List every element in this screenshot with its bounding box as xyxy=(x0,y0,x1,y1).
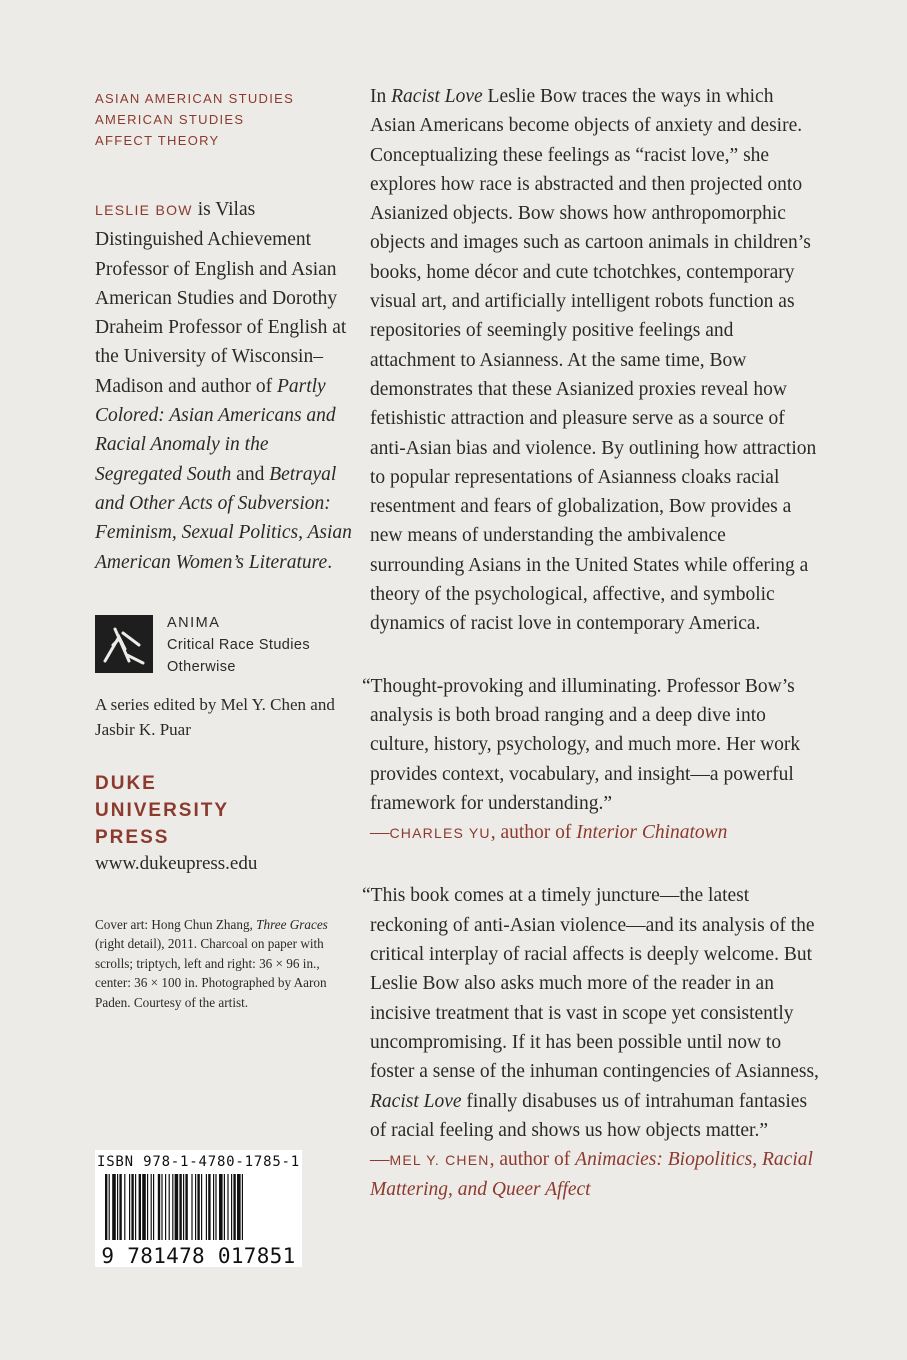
anima-logo-icon xyxy=(95,615,153,673)
book-description xyxy=(370,82,820,639)
blurb-1-name: CHARLES YU xyxy=(389,825,491,842)
blurb-2-book: Animacies: Biopolitics, Racial Mattering, and Queer Affect xyxy=(370,1149,813,1201)
author-bio xyxy=(95,195,357,577)
barcode-bars-icon xyxy=(105,1174,292,1246)
press-line-2: UNIVERSITY xyxy=(95,799,230,821)
desc-text: Leslie Bow traces the ways in which Asian Americans become objects of anxiety and desire. Conceptualizing these feelings as “racist love,” she explores how race is abstracted and then projected onto Asianized objects. Bow shows how anthropomorphic objects and images such as cartoon animals in children’s books, home décor and cute tchotchkes, contemporary visual art, and artificially intelligent robots function as repositories of seemingly positive feelings and attachment to Asianness. At the same time, Bow demonstrates that these Asianized proxies reveal how fetishistic attraction and pleasure serve as a source of anti-Asian bias and violence. By outlining how attraction to popular representations of Asianness cloaks racial resentment and fears of globalization, Bow provides a new means of understanding the ambivalence surrounding Asians in the United States while offering a theory of the psychological, affective, and symbolic dynamics of racist love in contemporary America. xyxy=(370,86,817,635)
blurb-1-text: “Thought-provoking and illuminating. Professor Bow’s analysis is both broad ranging and a deep dive into culture, history, psychology, and much more. Her work provides context, vocabulary, and insight—a powerful framework for understanding.” xyxy=(362,675,801,814)
credits-prefix: Cover art: Hong Chun Zhang, xyxy=(95,916,257,932)
publisher-name xyxy=(95,770,357,851)
blurb-2-role: , author of xyxy=(489,1149,576,1171)
subject-3: AFFECT THEORY xyxy=(95,133,220,148)
barcode-digits: 9 781478 017851 xyxy=(101,1244,296,1268)
blurb-2-text-b: finally disabuses us of intrahuman fantasies of racial feeling and shows us how objects matter.” xyxy=(370,1090,808,1141)
blurb-2-title: Racist Love xyxy=(370,1090,462,1112)
series-line-2: Critical Race Studies xyxy=(167,636,310,653)
series-name xyxy=(167,612,310,678)
author-name: LESLIE BOW xyxy=(95,202,193,218)
right-column xyxy=(362,82,820,1205)
blurb-1-role: , author of xyxy=(490,822,577,844)
blurb-2 xyxy=(362,881,820,1204)
desc-title: Racist Love xyxy=(391,86,483,107)
blurb-2-name: MEL Y. CHEN xyxy=(389,1152,490,1169)
blurb-2-attribution xyxy=(370,1145,820,1205)
subject-1: ASIAN AMERICAN STUDIES xyxy=(95,91,295,106)
blurb-2-text-a: “This book comes at a timely juncture—the latest reckoning of anti-Asian violence—and its analysis of the critical interplay of racial affects is deeply welcome. But Leslie Bow also asks much more of the reader in an incisive treatment that is vast in scope yet consistently uncompromising. If it has been possible until now to foster a sense of the inhuman contingencies of Asianness, xyxy=(362,885,819,1083)
desc-prefix: In xyxy=(370,86,392,107)
left-column xyxy=(95,88,357,1012)
credits-rest: (right detail), 2011. Charcoal on paper with scrolls; triptych, left and right: 36 × 96 in., center: 36 × 100 in. Photographed by Aaron Paden. Courtesy of the artist. xyxy=(95,936,327,1010)
series-block xyxy=(95,615,357,678)
credits-title: Three Graces xyxy=(256,916,328,932)
subject-2: AMERICAN STUDIES xyxy=(95,112,245,127)
series-line-1: ANIMA xyxy=(167,614,221,631)
blurb-1 xyxy=(362,672,820,849)
isbn-text: ISBN 978-1-4780-1785-1 xyxy=(96,1154,301,1170)
blurb-1-attribution xyxy=(370,818,820,848)
cover-credits xyxy=(95,915,357,1013)
bio-text-2: and xyxy=(231,463,270,485)
blurb-2-dash: — xyxy=(370,1149,390,1171)
bio-book-2: Betrayal and Other Acts of Subversion: Feminism, Sexual Politics, Asian American Women’s Literature xyxy=(95,463,352,573)
series-line-3: Otherwise xyxy=(167,658,236,675)
bio-text-3: . xyxy=(327,551,333,573)
blurb-1-book: Interior Chinatown xyxy=(576,822,728,844)
press-line-1: DUKE xyxy=(95,772,157,794)
series-editors: A series edited by Mel Y. Chen and Jasbir K. Puar xyxy=(95,694,335,739)
barcode xyxy=(95,1150,302,1267)
bio-text-1: is Vilas Distinguished Achievement Professor of English and Asian American Studies and Dorothy Draheim Professor of English at the University of Wisconsin–Madison and author of xyxy=(95,199,347,397)
blurb-1-dash: — xyxy=(370,822,390,844)
subject-categories xyxy=(95,88,357,151)
blurb-2-text xyxy=(362,881,820,1145)
publisher-url[interactable]: www.dukeupress.edu xyxy=(95,852,258,874)
press-line-3: PRESS xyxy=(95,826,170,848)
bio-book-1: Partly Colored: Asian Americans and Racial Anomaly in the Segregated South xyxy=(95,375,336,485)
